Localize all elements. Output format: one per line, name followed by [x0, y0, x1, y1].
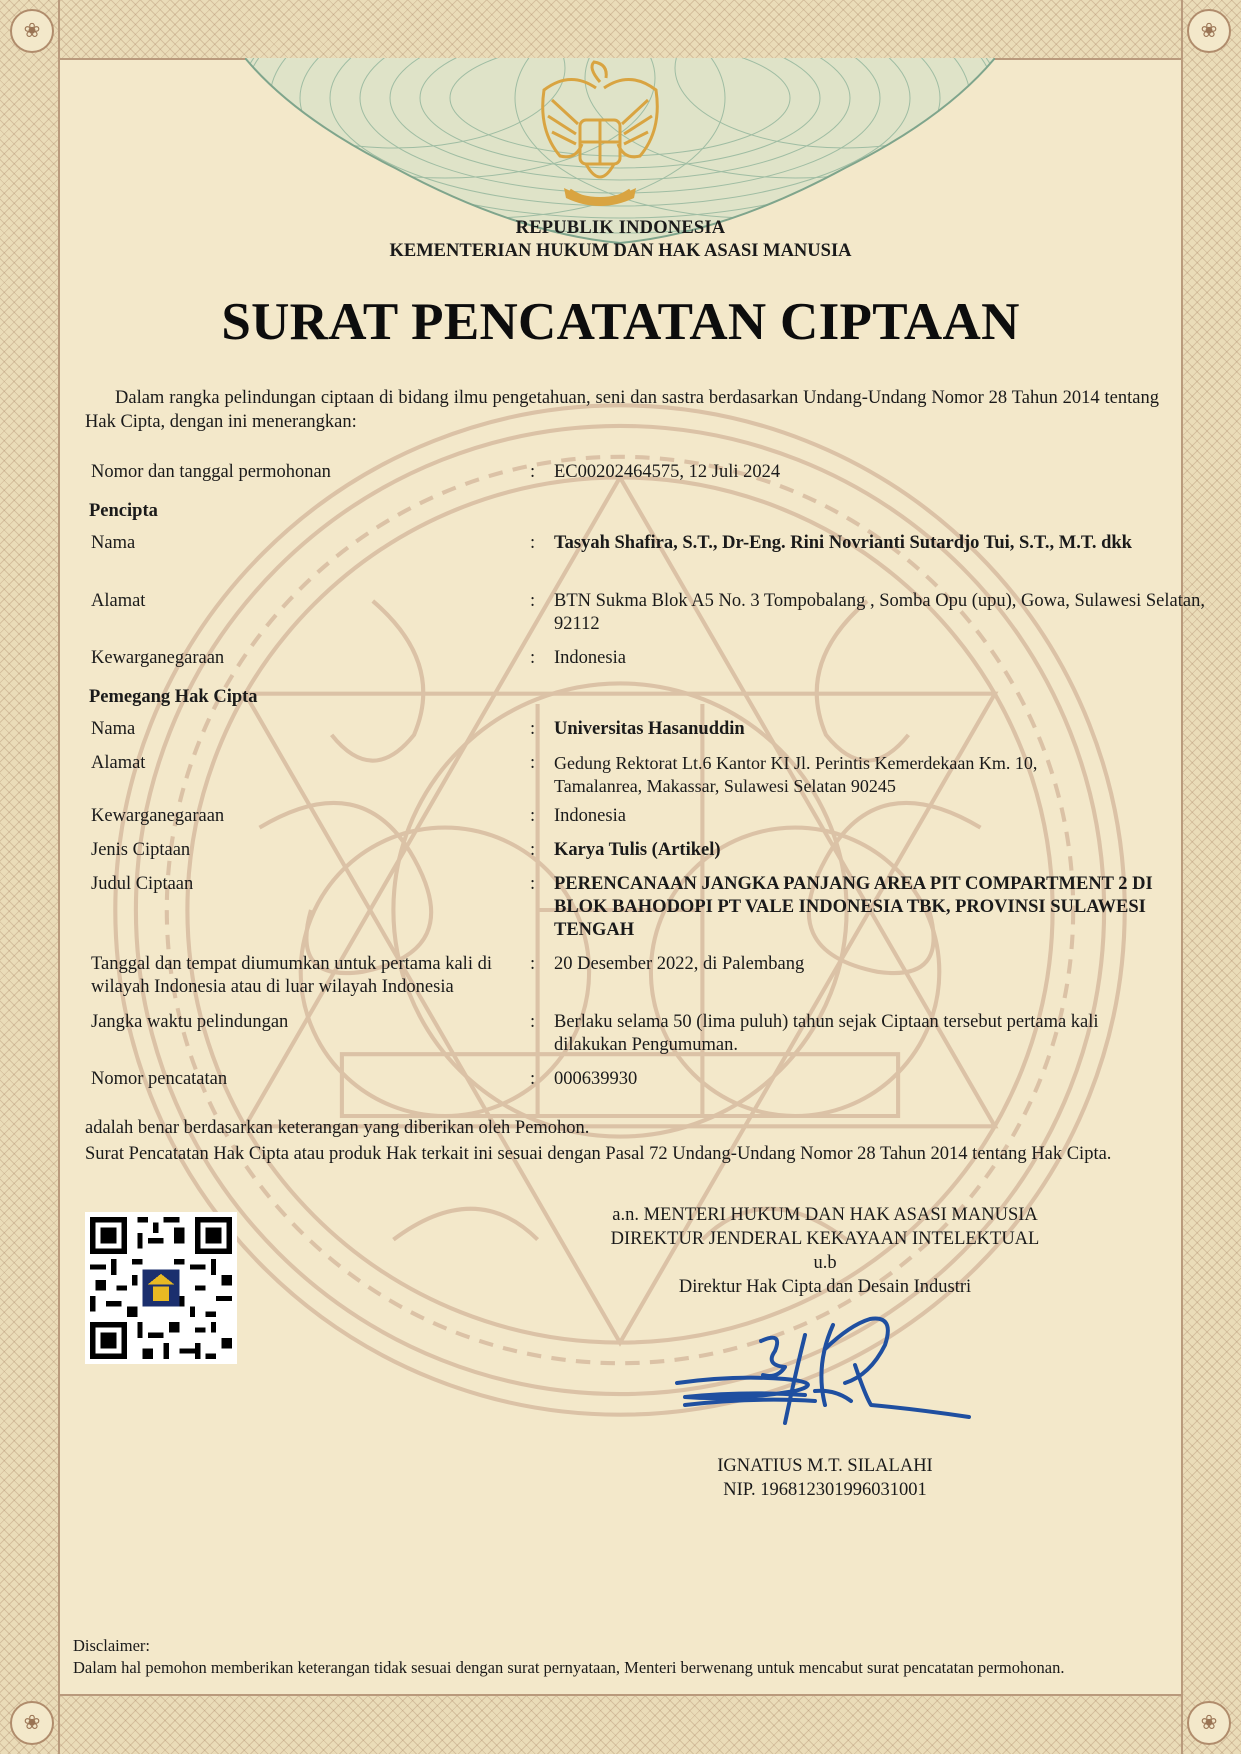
field-label: Nama — [91, 533, 136, 553]
handwritten-signature — [665, 1305, 985, 1455]
field-colon: : — [530, 462, 536, 482]
border-right — [1181, 0, 1241, 1754]
field-colon: : — [530, 840, 536, 860]
field-colon: : — [530, 806, 536, 826]
field-value: Gedung Rektorat Lt.6 Kantor KI Jl. Perintis Kemerdekaan Km. 10, Tamalanrea, Makassar, Sulawesi Selatan 90245 — [554, 753, 1038, 796]
header-kementerian: KEMENTERIAN HUKUM DAN HAK ASASI MANUSIA — [389, 241, 852, 261]
field-label: Jenis Ciptaan — [91, 840, 191, 860]
field-colon: : — [530, 1012, 536, 1032]
field-label: Jangka waktu pelindungan — [91, 1012, 289, 1032]
field-value: EC00202464575, 12 Juli 2024 — [554, 462, 781, 482]
field-label: Judul Ciptaan — [91, 874, 194, 894]
closing-statement: adalah benar berdasarkan keterangan yang diberikan oleh Pemohon. — [85, 1118, 590, 1138]
field-colon: : — [530, 533, 536, 553]
field-label: Nomor pencatatan — [91, 1069, 228, 1089]
field-label: Alamat — [91, 753, 146, 773]
field-colon: : — [530, 591, 536, 611]
field-value: Karya Tulis (Artikel) — [554, 840, 721, 860]
field-value: BTN Sukma Blok A5 No. 3 Tompobalang , Somba Opu (upu), Gowa, Sulawesi Selatan, 92112 — [554, 591, 1205, 634]
corner-ornament-icon: ❀ — [10, 9, 54, 53]
border-bottom — [0, 1694, 1241, 1754]
signature-line-director-general: DIREKTUR JENDERAL KEKAYAAN INTELEKTUAL — [610, 1229, 1040, 1249]
corner-ornament-icon: ❀ — [10, 1701, 54, 1745]
field-value: 000639930 — [554, 1069, 638, 1089]
field-colon: : — [530, 954, 536, 974]
field-label: Nama — [91, 719, 136, 739]
field-colon: : — [530, 1069, 536, 1089]
field-label: Nomor dan tanggal permohonan — [91, 462, 331, 482]
document-title: SURAT PENCATATAN CIPTAAN — [221, 293, 1020, 351]
signatory-name: IGNATIUS M.T. SILALAHI — [717, 1456, 933, 1476]
field-value: Tasyah Shafira, S.T., Dr-Eng. Rini Novrianti Sutardjo Tui, S.T., M.T. dkk — [554, 533, 1132, 553]
field-value: 20 Desember 2022, di Palembang — [554, 954, 805, 974]
qr-code[interactable] — [85, 1212, 237, 1364]
field-label: Kewarganegaraan — [91, 648, 225, 668]
field-value: Berlaku selama 50 (lima puluh) tahun sejak Ciptaan tersebut pertama kali dilakukan Pengumuman. — [554, 1012, 1099, 1055]
field-label: Kewarganegaraan — [91, 806, 225, 826]
field-colon: : — [530, 753, 536, 773]
field-colon: : — [530, 648, 536, 668]
corner-ornament-icon: ❀ — [1187, 1701, 1231, 1745]
signatory-nip: NIP. 196812301996031001 — [723, 1480, 927, 1500]
signature-line-director: Direktur Hak Cipta dan Desain Industri — [678, 1277, 972, 1297]
field-colon: : — [530, 719, 536, 739]
header-republik: REPUBLIK INDONESIA — [515, 218, 726, 238]
field-label: Alamat — [91, 591, 146, 611]
signature-line-minister: a.n. MENTERI HUKUM DAN HAK ASASI MANUSIA — [612, 1205, 1038, 1225]
border-top — [0, 0, 1241, 60]
corner-ornament-icon: ❀ — [1187, 9, 1231, 53]
field-value: Indonesia — [554, 648, 626, 668]
disclaimer-text: Dalam hal pemohon memberikan keterangan tidak sesuai dengan surat pernyataan, Menteri berwenang untuk mencabut surat pencatatan permohonan. — [73, 1658, 1065, 1677]
field-value: PERENCANAAN JANGKA PANJANG AREA PIT COMPARTMENT 2 DI BLOK BAHODOPI PT VALE INDONESIA TBK, PROVINSI SULAWESI TENGAH — [554, 874, 1153, 940]
border-left — [0, 0, 60, 1754]
field-colon: : — [530, 874, 536, 894]
field-value: Universitas Hasanuddin — [554, 719, 745, 739]
disclaimer-label: Disclaimer: — [73, 1636, 150, 1655]
signature-line-ub: u.b — [813, 1253, 837, 1273]
section-pemegang-hak-cipta: Pemegang Hak Cipta — [89, 687, 258, 707]
section-pencipta: Pencipta — [89, 501, 158, 521]
intro-paragraph: Dalam rangka pelindungan ciptaan di bidang ilmu pengetahuan, seni dan sastra berdasarkan Undang-Undang Nomor 28 Tahun 2014 tentang Hak Cipta, dengan ini menerangkan: — [85, 388, 1159, 432]
garuda-emblem — [530, 60, 670, 220]
field-value: Indonesia — [554, 806, 626, 826]
field-label: Tanggal dan tempat diumumkan untuk pertama kali di wilayah Indonesia atau di luar wilayah Indonesia — [91, 954, 492, 997]
closing-legal-basis: Surat Pencatatan Hak Cipta atau produk Hak terkait ini sesuai dengan Pasal 72 Undang-Undang Nomor 28 Tahun 2014 tentang Hak Cipta. — [85, 1144, 1112, 1164]
